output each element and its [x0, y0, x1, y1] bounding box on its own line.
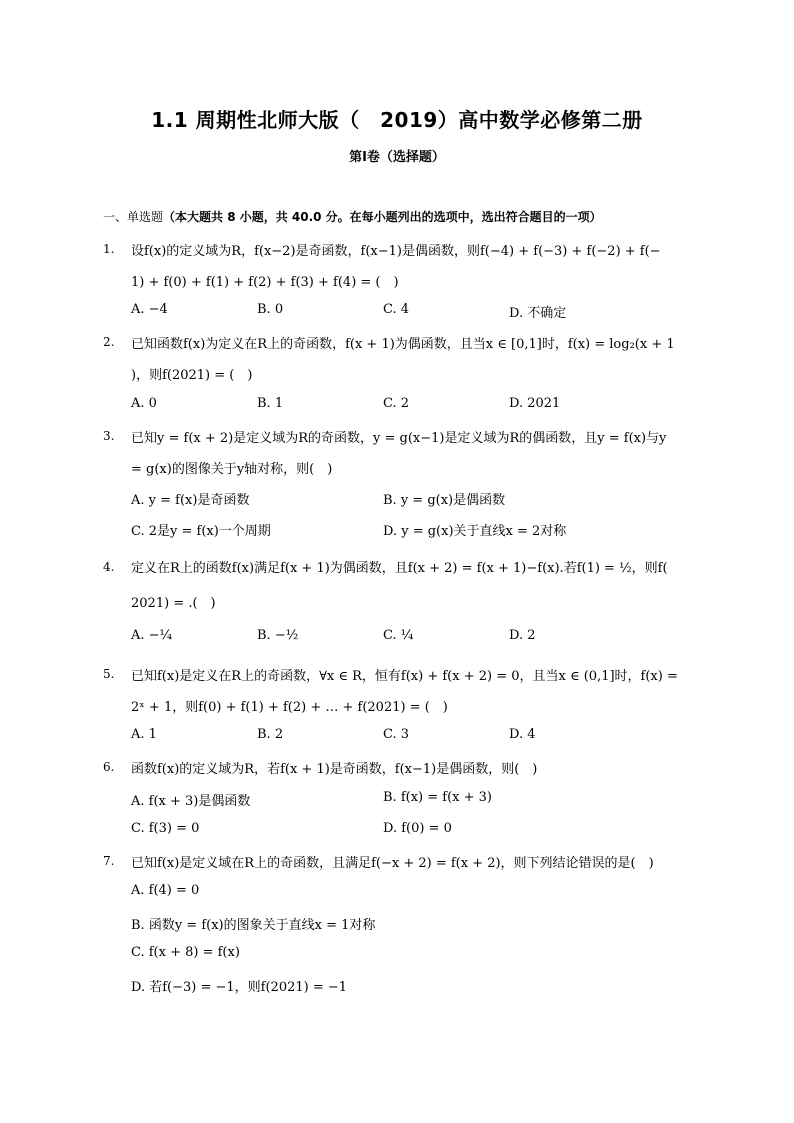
section-header [103, 208, 602, 225]
question-text-line: 已知f(x)是定义在R上的奇函数，∀x ∈ R，恒有f(x) + f(x + 2) = 0，且当x ∈ (0,1]时，f(x) = [131, 669, 678, 684]
option-d[interactable]: D. y = g(x)关于直线x = 2对称 [383, 524, 567, 539]
option-c[interactable]: C. 2是y = f(x)一个周期 [131, 524, 271, 539]
question-number: 6. [103, 760, 115, 774]
option-b[interactable]: B. −½ [257, 628, 299, 643]
option-a[interactable]: A. f(4) = 0 [131, 883, 200, 898]
option-a[interactable]: A. 1 [131, 727, 157, 742]
option-b[interactable]: B. 2 [257, 727, 284, 742]
option-d[interactable]: D. 2021 [509, 396, 561, 411]
option-a[interactable]: A. 0 [131, 396, 157, 411]
question-text-line: 已知f(x)是定义域在R上的奇函数，且满足f(−x + 2) = f(x + 2)，则下列结论错误的是( ) [131, 856, 654, 871]
section-label: 一、单选题 [103, 210, 164, 224]
option-d[interactable]: D. 若f(−3) = −1，则f(2021) = −1 [131, 980, 348, 995]
question-text-line: 2ˣ + 1，则f(0) + f(1) + f(2) + … + f(2021) = ( ) [131, 700, 448, 715]
question-text-line: )，则f(2021) = ( ) [131, 368, 253, 383]
option-b[interactable]: B. f(x) = f(x + 3) [383, 790, 492, 805]
question-text-line: 已知y = f(x + 2)是定义域为R的奇函数，y = g(x−1)是定义域为R的偶函数，且y = f(x)与y [131, 431, 667, 446]
question-text-line: 1) + f(0) + f(1) + f(2) + f(3) + f(4) = ( ) [131, 275, 399, 290]
question-number: 4. [103, 560, 115, 574]
option-d[interactable]: D. 2 [509, 628, 536, 643]
option-a[interactable]: A. −¼ [131, 628, 173, 643]
option-b[interactable]: B. 函数y = f(x)的图象关于直线x = 1对称 [131, 918, 376, 933]
section-note: （本大题共 8 小题，共 40.0 分。在每小题列出的选项中，选出符合题目的一项） [163, 210, 602, 224]
question-text-line: 2021) = .( ) [131, 596, 216, 611]
option-c[interactable]: C. ¼ [383, 628, 414, 643]
question-text-line: = g(x)的图像关于y轴对称，则( ) [131, 462, 333, 477]
option-c[interactable]: C. 4 [383, 302, 410, 317]
question-text-line: 已知函数f(x)为定义在R上的奇函数，f(x + 1)为偶函数，且当x ∈ [0,1]时，f(x) = log₂(x + 1 [131, 337, 675, 352]
option-d[interactable]: D. 不确定 [509, 306, 567, 321]
question-number: 1. [103, 242, 115, 256]
option-b[interactable]: B. 1 [257, 396, 284, 411]
option-a[interactable]: A. −4 [131, 302, 168, 317]
option-d[interactable]: D. f(0) = 0 [383, 821, 452, 836]
option-a[interactable]: A. y = f(x)是奇函数 [131, 493, 250, 508]
question-text-line: 定义在R上的函数f(x)满足f(x + 1)为偶函数，且f(x + 2) = f(x + 1)−f(x).若f(1) = ½，则f( [131, 561, 668, 576]
question-number: 2. [103, 335, 115, 349]
option-d[interactable]: D. 4 [509, 727, 536, 742]
question-text-line: 设f(x)的定义域为R，f(x−2)是奇函数，f(x−1)是偶函数，则f(−4) + f(−3) + f(−2) + f(− [131, 244, 661, 259]
option-c[interactable]: C. f(3) = 0 [131, 821, 200, 836]
question-number: 7. [103, 854, 115, 868]
option-c[interactable]: C. 3 [383, 727, 410, 742]
option-b[interactable]: B. y = g(x)是偶函数 [383, 493, 506, 508]
option-c[interactable]: C. 2 [383, 396, 410, 411]
page-title: 1.1 周期性北师大版（ 2019）高中数学必修第二册 [151, 108, 643, 132]
option-b[interactable]: B. 0 [257, 302, 284, 317]
option-c[interactable]: C. f(x + 8) = f(x) [131, 945, 240, 960]
option-a[interactable]: A. f(x + 3)是偶函数 [131, 794, 251, 809]
question-number: 5. [103, 667, 115, 681]
page-subtitle: 第Ⅰ卷（选择题） [349, 150, 445, 165]
question-text-line: 函数f(x)的定义域为R，若f(x + 1)是奇函数，f(x−1)是偶函数，则( ) [131, 762, 538, 777]
question-number: 3. [103, 429, 115, 443]
